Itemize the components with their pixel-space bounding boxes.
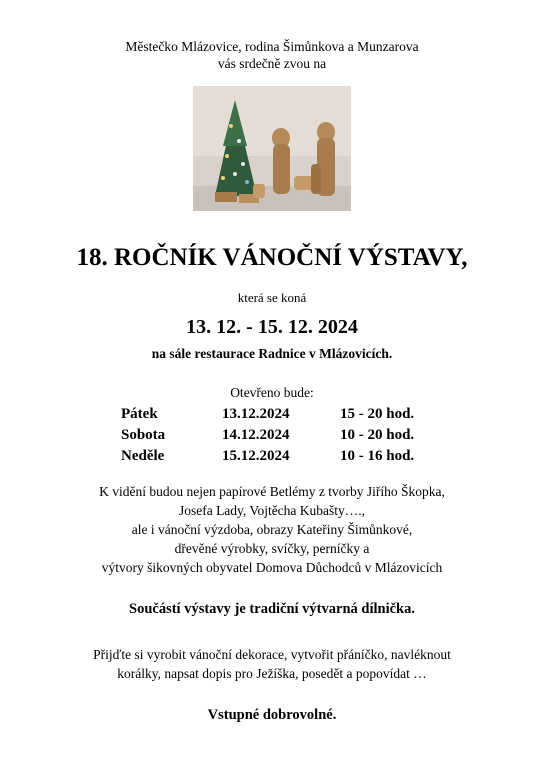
- page-title: 18. ROČNÍK VÁNOČNÍ VÝSTAVY,: [76, 244, 468, 271]
- schedule-hours: 15 - 20 hod.: [340, 406, 415, 422]
- schedule-row: [121, 404, 441, 425]
- description-line: výtvory šikovných obyvatel Domova Důchodců v Mlázovicích: [101, 560, 443, 575]
- schedule-hours: 10 - 20 hod.: [340, 427, 415, 443]
- schedule-day: Sobota: [121, 427, 166, 443]
- description-line: ale i vánoční výzdoba, obrazy Kateřiny Šimůnkové,: [131, 522, 413, 537]
- schedule-date: 15.12.2024: [222, 448, 290, 464]
- nativity-photo: [193, 86, 351, 211]
- schedule-day: Pátek: [121, 406, 158, 422]
- description-line: K vidění budou nejen papírové Betlémy z tvorby Jiřího Škopka,: [99, 484, 445, 499]
- entry-fee-note: Vstupné dobrovolné.: [207, 707, 337, 723]
- nativity-scene-image: [193, 86, 351, 211]
- workshop-note: Součástí výstavy je tradiční výtvarná dílnička.: [129, 601, 415, 617]
- event-dates: 13. 12. - 15. 12. 2024: [186, 316, 358, 338]
- schedule-row: [121, 446, 441, 467]
- schedule-date: 13.12.2024: [222, 406, 290, 422]
- description-line: dřevěné výrobky, svíčky, perníčky a: [174, 541, 370, 556]
- schedule-hours: 10 - 16 hod.: [340, 448, 415, 464]
- schedule-day: Neděle: [121, 448, 165, 464]
- opening-schedule: [121, 404, 441, 467]
- invite-line: korálky, napsat dopis pro Ježíška, posedět a popovídat …: [117, 666, 427, 681]
- schedule-row: [121, 425, 441, 446]
- schedule-date: 14.12.2024: [222, 427, 290, 443]
- intro-text: [0, 38, 544, 72]
- venue: na sále restaurace Radnice v Mlázovicích.: [151, 346, 393, 361]
- intro-line-2: vás srdečně zvou na: [217, 56, 327, 71]
- subtitle: která se koná: [237, 290, 307, 305]
- invite-text: [0, 645, 544, 683]
- invite-line: Přijďte si vyrobit vánoční dekorace, vytvořit přáníčko, navléknout: [93, 647, 451, 662]
- schedule-label: Otevřeno bude:: [230, 385, 314, 400]
- intro-line-1: Městečko Mlázovice, rodina Šimůnkova a Munzarova: [125, 39, 419, 54]
- description-line: Josefa Lady, Vojtěcha Kubašty….,: [178, 503, 366, 518]
- exhibition-description: [0, 482, 544, 577]
